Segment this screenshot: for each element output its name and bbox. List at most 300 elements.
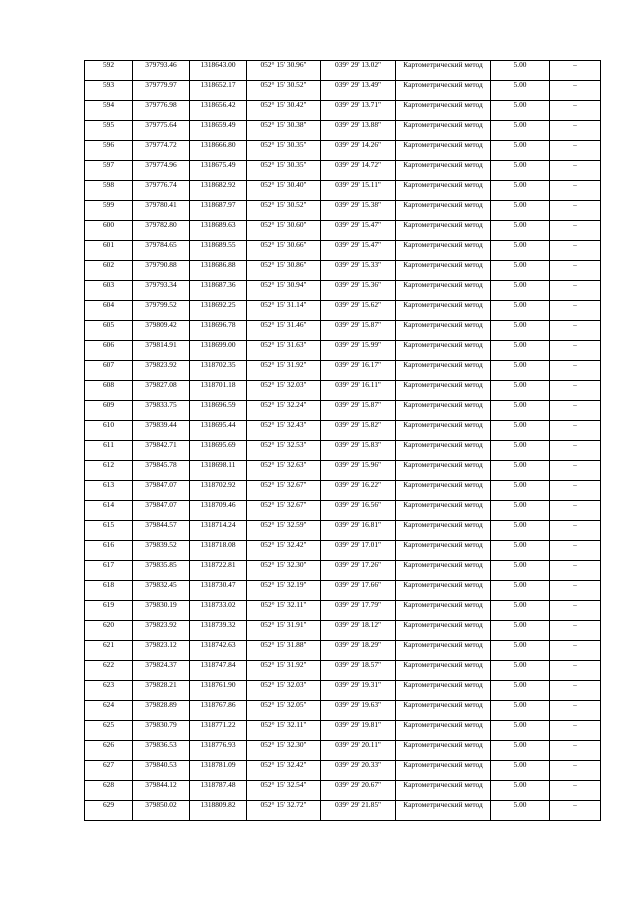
method-cell: Картометрический метод xyxy=(396,701,491,721)
table-row xyxy=(85,641,601,661)
longitude-cell: 039° 29' 19.63" xyxy=(321,701,396,721)
longitude-cell: 039° 29' 21.85" xyxy=(321,801,396,821)
x-coordinate-cell: 379774.72 xyxy=(133,141,190,161)
note-cell: – xyxy=(550,641,601,661)
point-number-cell: 604 xyxy=(85,301,133,321)
y-coordinate-cell: 1318656.42 xyxy=(190,101,247,121)
x-coordinate-cell: 379833.75 xyxy=(133,401,190,421)
method-cell: Картометрический метод xyxy=(396,521,491,541)
y-coordinate-cell: 1318787.48 xyxy=(190,781,247,801)
note-cell: – xyxy=(550,501,601,521)
accuracy-cell: 5.00 xyxy=(491,521,550,541)
method-cell: Картометрический метод xyxy=(396,781,491,801)
note-cell: – xyxy=(550,681,601,701)
accuracy-cell: 5.00 xyxy=(491,261,550,281)
note-cell: – xyxy=(550,201,601,221)
x-coordinate-cell: 379774.96 xyxy=(133,161,190,181)
method-cell: Картометрический метод xyxy=(396,661,491,681)
x-coordinate-cell: 379844.57 xyxy=(133,521,190,541)
accuracy-cell: 5.00 xyxy=(491,421,550,441)
longitude-cell: 039° 29' 15.62" xyxy=(321,301,396,321)
x-coordinate-cell: 379823.92 xyxy=(133,361,190,381)
method-cell: Картометрический метод xyxy=(396,481,491,501)
latitude-cell: 052° 15' 30.86" xyxy=(247,261,321,281)
point-number-cell: 616 xyxy=(85,541,133,561)
x-coordinate-cell: 379847.07 xyxy=(133,501,190,521)
longitude-cell: 039° 29' 15.47" xyxy=(321,221,396,241)
method-cell: Картометрический метод xyxy=(396,81,491,101)
x-coordinate-cell: 379842.71 xyxy=(133,441,190,461)
point-number-cell: 592 xyxy=(85,61,133,81)
method-cell: Картометрический метод xyxy=(396,361,491,381)
table-row xyxy=(85,721,601,741)
note-cell: – xyxy=(550,601,601,621)
point-number-cell: 617 xyxy=(85,561,133,581)
latitude-cell: 052° 15' 32.53" xyxy=(247,441,321,461)
accuracy-cell: 5.00 xyxy=(491,201,550,221)
note-cell: – xyxy=(550,781,601,801)
point-number-cell: 602 xyxy=(85,261,133,281)
longitude-cell: 039° 29' 15.87" xyxy=(321,321,396,341)
longitude-cell: 039° 29' 16.56" xyxy=(321,501,396,521)
table-row xyxy=(85,361,601,381)
longitude-cell: 039° 29' 15.82" xyxy=(321,421,396,441)
method-cell: Картометрический метод xyxy=(396,561,491,581)
note-cell: – xyxy=(550,381,601,401)
note-cell: – xyxy=(550,461,601,481)
latitude-cell: 052° 15' 30.60" xyxy=(247,221,321,241)
latitude-cell: 052° 15' 32.42" xyxy=(247,541,321,561)
latitude-cell: 052° 15' 30.38" xyxy=(247,121,321,141)
method-cell: Картометрический метод xyxy=(396,61,491,81)
coordinates-table-body xyxy=(85,61,601,821)
method-cell: Картометрический метод xyxy=(396,801,491,821)
coordinates-table xyxy=(84,60,601,821)
latitude-cell: 052° 15' 32.42" xyxy=(247,761,321,781)
accuracy-cell: 5.00 xyxy=(491,701,550,721)
accuracy-cell: 5.00 xyxy=(491,181,550,201)
table-row xyxy=(85,101,601,121)
point-number-cell: 621 xyxy=(85,641,133,661)
y-coordinate-cell: 1318675.49 xyxy=(190,161,247,181)
y-coordinate-cell: 1318702.35 xyxy=(190,361,247,381)
x-coordinate-cell: 379836.53 xyxy=(133,741,190,761)
latitude-cell: 052° 15' 31.46" xyxy=(247,321,321,341)
method-cell: Картометрический метод xyxy=(396,601,491,621)
y-coordinate-cell: 1318666.80 xyxy=(190,141,247,161)
x-coordinate-cell: 379835.85 xyxy=(133,561,190,581)
table-row xyxy=(85,81,601,101)
x-coordinate-cell: 379844.12 xyxy=(133,781,190,801)
latitude-cell: 052° 15' 30.96" xyxy=(247,61,321,81)
longitude-cell: 039° 29' 18.29" xyxy=(321,641,396,661)
accuracy-cell: 5.00 xyxy=(491,481,550,501)
longitude-cell: 039° 29' 16.11" xyxy=(321,381,396,401)
note-cell: – xyxy=(550,321,601,341)
method-cell: Картометрический метод xyxy=(396,321,491,341)
latitude-cell: 052° 15' 30.66" xyxy=(247,241,321,261)
latitude-cell: 052° 15' 31.92" xyxy=(247,361,321,381)
longitude-cell: 039° 29' 15.99" xyxy=(321,341,396,361)
point-number-cell: 620 xyxy=(85,621,133,641)
point-number-cell: 629 xyxy=(85,801,133,821)
y-coordinate-cell: 1318698.11 xyxy=(190,461,247,481)
accuracy-cell: 5.00 xyxy=(491,801,550,821)
note-cell: – xyxy=(550,621,601,641)
table-row xyxy=(85,621,601,641)
latitude-cell: 052° 15' 32.11" xyxy=(247,721,321,741)
accuracy-cell: 5.00 xyxy=(491,641,550,661)
longitude-cell: 039° 29' 18.12" xyxy=(321,621,396,641)
table-row xyxy=(85,421,601,441)
longitude-cell: 039° 29' 13.71" xyxy=(321,101,396,121)
method-cell: Картометрический метод xyxy=(396,301,491,321)
method-cell: Картометрический метод xyxy=(396,341,491,361)
y-coordinate-cell: 1318722.81 xyxy=(190,561,247,581)
accuracy-cell: 5.00 xyxy=(491,461,550,481)
accuracy-cell: 5.00 xyxy=(491,381,550,401)
x-coordinate-cell: 379827.08 xyxy=(133,381,190,401)
longitude-cell: 039° 29' 13.49" xyxy=(321,81,396,101)
y-coordinate-cell: 1318695.44 xyxy=(190,421,247,441)
note-cell: – xyxy=(550,481,601,501)
latitude-cell: 052° 15' 32.30" xyxy=(247,561,321,581)
point-number-cell: 597 xyxy=(85,161,133,181)
table-row xyxy=(85,261,601,281)
table-row xyxy=(85,661,601,681)
point-number-cell: 618 xyxy=(85,581,133,601)
method-cell: Картометрический метод xyxy=(396,541,491,561)
x-coordinate-cell: 379830.79 xyxy=(133,721,190,741)
latitude-cell: 052° 15' 30.52" xyxy=(247,81,321,101)
point-number-cell: 601 xyxy=(85,241,133,261)
accuracy-cell: 5.00 xyxy=(491,781,550,801)
x-coordinate-cell: 379850.02 xyxy=(133,801,190,821)
x-coordinate-cell: 379832.45 xyxy=(133,581,190,601)
note-cell: – xyxy=(550,661,601,681)
accuracy-cell: 5.00 xyxy=(491,761,550,781)
y-coordinate-cell: 1318739.32 xyxy=(190,621,247,641)
method-cell: Картометрический метод xyxy=(396,401,491,421)
point-number-cell: 593 xyxy=(85,81,133,101)
accuracy-cell: 5.00 xyxy=(491,441,550,461)
y-coordinate-cell: 1318709.46 xyxy=(190,501,247,521)
method-cell: Картометрический метод xyxy=(396,741,491,761)
x-coordinate-cell: 379809.42 xyxy=(133,321,190,341)
longitude-cell: 039° 29' 13.02" xyxy=(321,61,396,81)
note-cell: – xyxy=(550,141,601,161)
x-coordinate-cell: 379793.34 xyxy=(133,281,190,301)
point-number-cell: 603 xyxy=(85,281,133,301)
latitude-cell: 052° 15' 31.63" xyxy=(247,341,321,361)
latitude-cell: 052° 15' 31.92" xyxy=(247,661,321,681)
longitude-cell: 039° 29' 16.22" xyxy=(321,481,396,501)
method-cell: Картометрический метод xyxy=(396,761,491,781)
accuracy-cell: 5.00 xyxy=(491,321,550,341)
longitude-cell: 039° 29' 13.88" xyxy=(321,121,396,141)
point-number-cell: 615 xyxy=(85,521,133,541)
note-cell: – xyxy=(550,741,601,761)
accuracy-cell: 5.00 xyxy=(491,241,550,261)
table-row xyxy=(85,181,601,201)
table-row xyxy=(85,161,601,181)
method-cell: Картометрический метод xyxy=(396,201,491,221)
method-cell: Картометрический метод xyxy=(396,221,491,241)
y-coordinate-cell: 1318699.00 xyxy=(190,341,247,361)
method-cell: Картометрический метод xyxy=(396,581,491,601)
x-coordinate-cell: 379847.07 xyxy=(133,481,190,501)
table-row xyxy=(85,321,601,341)
x-coordinate-cell: 379782.80 xyxy=(133,221,190,241)
latitude-cell: 052° 15' 30.35" xyxy=(247,161,321,181)
latitude-cell: 052° 15' 30.94" xyxy=(247,281,321,301)
table-row xyxy=(85,601,601,621)
latitude-cell: 052° 15' 32.30" xyxy=(247,741,321,761)
y-coordinate-cell: 1318781.09 xyxy=(190,761,247,781)
longitude-cell: 039° 29' 14.72" xyxy=(321,161,396,181)
note-cell: – xyxy=(550,721,601,741)
method-cell: Картометрический метод xyxy=(396,461,491,481)
accuracy-cell: 5.00 xyxy=(491,101,550,121)
y-coordinate-cell: 1318730.47 xyxy=(190,581,247,601)
x-coordinate-cell: 379814.91 xyxy=(133,341,190,361)
note-cell: – xyxy=(550,441,601,461)
y-coordinate-cell: 1318695.69 xyxy=(190,441,247,461)
note-cell: – xyxy=(550,581,601,601)
table-row xyxy=(85,241,601,261)
table-row xyxy=(85,481,601,501)
latitude-cell: 052° 15' 30.42" xyxy=(247,101,321,121)
point-number-cell: 613 xyxy=(85,481,133,501)
accuracy-cell: 5.00 xyxy=(491,621,550,641)
y-coordinate-cell: 1318718.08 xyxy=(190,541,247,561)
latitude-cell: 052° 15' 31.91" xyxy=(247,621,321,641)
x-coordinate-cell: 379799.52 xyxy=(133,301,190,321)
latitude-cell: 052° 15' 32.11" xyxy=(247,601,321,621)
method-cell: Картометрический метод xyxy=(396,161,491,181)
point-number-cell: 627 xyxy=(85,761,133,781)
latitude-cell: 052° 15' 32.19" xyxy=(247,581,321,601)
x-coordinate-cell: 379828.89 xyxy=(133,701,190,721)
y-coordinate-cell: 1318652.17 xyxy=(190,81,247,101)
method-cell: Картометрический метод xyxy=(396,681,491,701)
latitude-cell: 052° 15' 32.67" xyxy=(247,501,321,521)
x-coordinate-cell: 379779.97 xyxy=(133,81,190,101)
note-cell: – xyxy=(550,81,601,101)
method-cell: Картометрический метод xyxy=(396,501,491,521)
y-coordinate-cell: 1318809.82 xyxy=(190,801,247,821)
table-row xyxy=(85,281,601,301)
table-row xyxy=(85,761,601,781)
longitude-cell: 039° 29' 19.31" xyxy=(321,681,396,701)
x-coordinate-cell: 379824.37 xyxy=(133,661,190,681)
x-coordinate-cell: 379840.53 xyxy=(133,761,190,781)
y-coordinate-cell: 1318687.36 xyxy=(190,281,247,301)
latitude-cell: 052° 15' 32.59" xyxy=(247,521,321,541)
y-coordinate-cell: 1318686.88 xyxy=(190,261,247,281)
accuracy-cell: 5.00 xyxy=(491,581,550,601)
method-cell: Картометрический метод xyxy=(396,241,491,261)
point-number-cell: 628 xyxy=(85,781,133,801)
note-cell: – xyxy=(550,521,601,541)
table-row xyxy=(85,501,601,521)
longitude-cell: 039° 29' 17.26" xyxy=(321,561,396,581)
point-number-cell: 622 xyxy=(85,661,133,681)
y-coordinate-cell: 1318761.90 xyxy=(190,681,247,701)
method-cell: Картометрический метод xyxy=(396,181,491,201)
y-coordinate-cell: 1318767.86 xyxy=(190,701,247,721)
table-row xyxy=(85,121,601,141)
note-cell: – xyxy=(550,421,601,441)
latitude-cell: 052° 15' 32.72" xyxy=(247,801,321,821)
accuracy-cell: 5.00 xyxy=(491,601,550,621)
x-coordinate-cell: 379776.74 xyxy=(133,181,190,201)
accuracy-cell: 5.00 xyxy=(491,501,550,521)
note-cell: – xyxy=(550,281,601,301)
table-row xyxy=(85,581,601,601)
y-coordinate-cell: 1318771.22 xyxy=(190,721,247,741)
accuracy-cell: 5.00 xyxy=(491,661,550,681)
accuracy-cell: 5.00 xyxy=(491,721,550,741)
note-cell: – xyxy=(550,701,601,721)
point-number-cell: 599 xyxy=(85,201,133,221)
point-number-cell: 594 xyxy=(85,101,133,121)
point-number-cell: 611 xyxy=(85,441,133,461)
longitude-cell: 039° 29' 16.81" xyxy=(321,521,396,541)
note-cell: – xyxy=(550,341,601,361)
latitude-cell: 052° 15' 30.35" xyxy=(247,141,321,161)
y-coordinate-cell: 1318687.97 xyxy=(190,201,247,221)
accuracy-cell: 5.00 xyxy=(491,81,550,101)
table-row xyxy=(85,681,601,701)
y-coordinate-cell: 1318701.18 xyxy=(190,381,247,401)
table-row xyxy=(85,741,601,761)
table-row xyxy=(85,781,601,801)
longitude-cell: 039° 29' 15.47" xyxy=(321,241,396,261)
method-cell: Картометрический метод xyxy=(396,381,491,401)
accuracy-cell: 5.00 xyxy=(491,221,550,241)
accuracy-cell: 5.00 xyxy=(491,121,550,141)
accuracy-cell: 5.00 xyxy=(491,281,550,301)
note-cell: – xyxy=(550,241,601,261)
y-coordinate-cell: 1318682.92 xyxy=(190,181,247,201)
longitude-cell: 039° 29' 20.33" xyxy=(321,761,396,781)
latitude-cell: 052° 15' 32.03" xyxy=(247,381,321,401)
latitude-cell: 052° 15' 31.14" xyxy=(247,301,321,321)
longitude-cell: 039° 29' 20.11" xyxy=(321,741,396,761)
method-cell: Картометрический метод xyxy=(396,441,491,461)
method-cell: Картометрический метод xyxy=(396,261,491,281)
note-cell: – xyxy=(550,221,601,241)
table-row xyxy=(85,541,601,561)
accuracy-cell: 5.00 xyxy=(491,561,550,581)
latitude-cell: 052° 15' 32.43" xyxy=(247,421,321,441)
y-coordinate-cell: 1318702.92 xyxy=(190,481,247,501)
note-cell: – xyxy=(550,301,601,321)
accuracy-cell: 5.00 xyxy=(491,741,550,761)
method-cell: Картометрический метод xyxy=(396,281,491,301)
longitude-cell: 039° 29' 15.36" xyxy=(321,281,396,301)
x-coordinate-cell: 379845.78 xyxy=(133,461,190,481)
method-cell: Картометрический метод xyxy=(396,101,491,121)
note-cell: – xyxy=(550,561,601,581)
table-row xyxy=(85,401,601,421)
note-cell: – xyxy=(550,181,601,201)
y-coordinate-cell: 1318689.63 xyxy=(190,221,247,241)
note-cell: – xyxy=(550,361,601,381)
longitude-cell: 039° 29' 15.11" xyxy=(321,181,396,201)
point-number-cell: 609 xyxy=(85,401,133,421)
longitude-cell: 039° 29' 15.38" xyxy=(321,201,396,221)
x-coordinate-cell: 379790.88 xyxy=(133,261,190,281)
latitude-cell: 052° 15' 32.54" xyxy=(247,781,321,801)
point-number-cell: 607 xyxy=(85,361,133,381)
note-cell: – xyxy=(550,101,601,121)
accuracy-cell: 5.00 xyxy=(491,141,550,161)
y-coordinate-cell: 1318733.02 xyxy=(190,601,247,621)
method-cell: Картометрический метод xyxy=(396,721,491,741)
table-row xyxy=(85,301,601,321)
note-cell: – xyxy=(550,121,601,141)
longitude-cell: 039° 29' 15.33" xyxy=(321,261,396,281)
table-row xyxy=(85,461,601,481)
longitude-cell: 039° 29' 17.01" xyxy=(321,541,396,561)
x-coordinate-cell: 379823.92 xyxy=(133,621,190,641)
longitude-cell: 039° 29' 18.57" xyxy=(321,661,396,681)
x-coordinate-cell: 379839.44 xyxy=(133,421,190,441)
note-cell: – xyxy=(550,401,601,421)
longitude-cell: 039° 29' 15.83" xyxy=(321,441,396,461)
y-coordinate-cell: 1318696.59 xyxy=(190,401,247,421)
x-coordinate-cell: 379793.46 xyxy=(133,61,190,81)
longitude-cell: 039° 29' 15.87" xyxy=(321,401,396,421)
latitude-cell: 052° 15' 30.40" xyxy=(247,181,321,201)
longitude-cell: 039° 29' 15.96" xyxy=(321,461,396,481)
accuracy-cell: 5.00 xyxy=(491,361,550,381)
y-coordinate-cell: 1318714.24 xyxy=(190,521,247,541)
table-row xyxy=(85,801,601,821)
x-coordinate-cell: 379784.65 xyxy=(133,241,190,261)
table-row xyxy=(85,381,601,401)
point-number-cell: 626 xyxy=(85,741,133,761)
method-cell: Картометрический метод xyxy=(396,621,491,641)
x-coordinate-cell: 379839.52 xyxy=(133,541,190,561)
point-number-cell: 624 xyxy=(85,701,133,721)
latitude-cell: 052° 15' 30.52" xyxy=(247,201,321,221)
method-cell: Картометрический метод xyxy=(396,141,491,161)
y-coordinate-cell: 1318643.00 xyxy=(190,61,247,81)
point-number-cell: 605 xyxy=(85,321,133,341)
accuracy-cell: 5.00 xyxy=(491,341,550,361)
note-cell: – xyxy=(550,161,601,181)
accuracy-cell: 5.00 xyxy=(491,301,550,321)
table-row xyxy=(85,701,601,721)
point-number-cell: 625 xyxy=(85,721,133,741)
y-coordinate-cell: 1318689.55 xyxy=(190,241,247,261)
point-number-cell: 619 xyxy=(85,601,133,621)
point-number-cell: 610 xyxy=(85,421,133,441)
accuracy-cell: 5.00 xyxy=(491,61,550,81)
latitude-cell: 052° 15' 32.63" xyxy=(247,461,321,481)
latitude-cell: 052° 15' 32.24" xyxy=(247,401,321,421)
y-coordinate-cell: 1318776.93 xyxy=(190,741,247,761)
table-row xyxy=(85,61,601,81)
point-number-cell: 595 xyxy=(85,121,133,141)
method-cell: Картометрический метод xyxy=(396,121,491,141)
accuracy-cell: 5.00 xyxy=(491,681,550,701)
latitude-cell: 052° 15' 31.88" xyxy=(247,641,321,661)
x-coordinate-cell: 379823.12 xyxy=(133,641,190,661)
